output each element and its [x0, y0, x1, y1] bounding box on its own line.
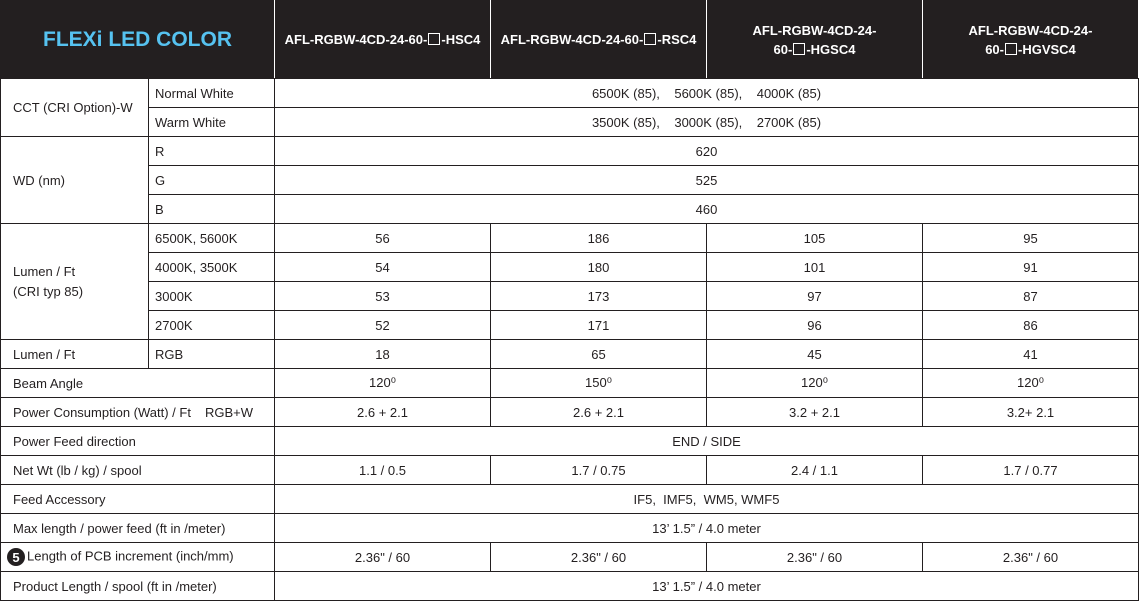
table-row: [1, 166, 1139, 195]
lumen-value: 96: [707, 311, 923, 340]
wd-sub-label: R: [149, 137, 275, 166]
lumen-rgb-value: 65: [491, 340, 707, 369]
power-consumption-label: Power Consumption (Watt) / Ft RGB+W: [1, 398, 275, 427]
wd-sub-label: B: [149, 195, 275, 224]
lumen-value: 86: [923, 311, 1139, 340]
product-length-label: Product Length / spool (ft in /meter): [1, 572, 275, 601]
table-row: [1, 456, 1139, 485]
table-row: [1, 108, 1139, 137]
table-row: [1, 340, 1139, 369]
cct-value: 3500K (85), 3000K (85), 2700K (85): [275, 108, 1139, 137]
model-header-2: AFL-RGBW-4CD-24-60- -RSC4: [491, 1, 707, 79]
feed-accessory-label: Feed Accessory: [1, 485, 275, 514]
cct-label: CCT (CRI Option)-W: [1, 79, 149, 137]
empty-square-icon: [793, 43, 805, 55]
table-row: [1, 543, 1139, 572]
lumen-value: 97: [707, 282, 923, 311]
table-row: [1, 224, 1139, 253]
empty-square-icon: [644, 33, 656, 45]
wd-value: 525: [275, 166, 1139, 195]
power-consumption-value: 3.2 + 2.1: [707, 398, 923, 427]
net-weight-value: 1.1 / 0.5: [275, 456, 491, 485]
table-row: [1, 137, 1139, 166]
table-row: [1, 427, 1139, 456]
lumen-sub-label: 2700K: [149, 311, 275, 340]
table-row: [1, 311, 1139, 340]
lumen-value: 87: [923, 282, 1139, 311]
lumen-rgb-value: 18: [275, 340, 491, 369]
lumen-sub-label: 3000K: [149, 282, 275, 311]
table-row: [1, 485, 1139, 514]
table-row: [1, 572, 1139, 601]
empty-square-icon: [1005, 43, 1017, 55]
lumen-value: 95: [923, 224, 1139, 253]
model-header-4: AFL-RGBW-4CD-24- 60- -HGVSC4: [923, 1, 1139, 79]
wd-value: 460: [275, 195, 1139, 224]
power-consumption-value: 2.6 + 2.1: [491, 398, 707, 427]
model-header-3: AFL-RGBW-4CD-24- 60- -HGSC4: [707, 1, 923, 79]
table-row: [1, 369, 1139, 398]
lumen-sub-label: 6500K, 5600K: [149, 224, 275, 253]
lumen-rgb-value: 41: [923, 340, 1139, 369]
beam-angle-value: 120⁰: [923, 369, 1139, 398]
lumen-rgb-label: Lumen / Ft: [1, 340, 149, 369]
table-row: [1, 195, 1139, 224]
lumen-value: 91: [923, 253, 1139, 282]
net-weight-value: 1.7 / 0.75: [491, 456, 707, 485]
lumen-value: 53: [275, 282, 491, 311]
lumen-label: Lumen / Ft (CRI typ 85): [1, 224, 149, 340]
table-row: [1, 282, 1139, 311]
cct-sub-label: Warm White: [149, 108, 275, 137]
number-5-badge-icon: 5: [7, 548, 25, 566]
pcb-increment-label: 5 Length of PCB increment (inch/mm): [1, 543, 275, 572]
cct-value: 6500K (85), 5600K (85), 4000K (85): [275, 79, 1139, 108]
feed-direction-value: END / SIDE: [275, 427, 1139, 456]
wd-label: WD (nm): [1, 137, 149, 224]
lumen-value: 56: [275, 224, 491, 253]
max-length-value: 13’ 1.5” / 4.0 meter: [275, 514, 1139, 543]
lumen-rgb-value: 45: [707, 340, 923, 369]
model-header-1: AFL-RGBW-4CD-24-60- -HSC4: [275, 1, 491, 79]
lumen-value: 105: [707, 224, 923, 253]
pcb-increment-value: 2.36" / 60: [707, 543, 923, 572]
power-consumption-value: 2.6 + 2.1: [275, 398, 491, 427]
lumen-value: 52: [275, 311, 491, 340]
power-consumption-value: 3.2+ 2.1: [923, 398, 1139, 427]
lumen-rgb-sub-label: RGB: [149, 340, 275, 369]
beam-angle-value: 120⁰: [275, 369, 491, 398]
lumen-value: 186: [491, 224, 707, 253]
beam-angle-label: Beam Angle: [1, 369, 275, 398]
net-weight-value: 2.4 / 1.1: [707, 456, 923, 485]
table-row: [1, 398, 1139, 427]
table-row: [1, 514, 1139, 543]
feed-direction-label: Power Feed direction: [1, 427, 275, 456]
wd-sub-label: G: [149, 166, 275, 195]
table-row: [1, 79, 1139, 108]
table-row: [1, 253, 1139, 282]
lumen-value: 180: [491, 253, 707, 282]
header-row: [1, 1, 1139, 79]
lumen-value: 173: [491, 282, 707, 311]
beam-angle-value: 120⁰: [707, 369, 923, 398]
product-length-value: 13’ 1.5” / 4.0 meter: [275, 572, 1139, 601]
beam-angle-value: 150⁰: [491, 369, 707, 398]
cct-sub-label: Normal White: [149, 79, 275, 108]
max-length-label: Max length / power feed (ft in /meter): [1, 514, 275, 543]
net-weight-value: 1.7 / 0.77: [923, 456, 1139, 485]
empty-square-icon: [428, 33, 440, 45]
lumen-value: 101: [707, 253, 923, 282]
pcb-increment-value: 2.36" / 60: [275, 543, 491, 572]
lumen-sub-label: 4000K, 3500K: [149, 253, 275, 282]
pcb-increment-value: 2.36" / 60: [491, 543, 707, 572]
brand-title: FLEXi LED COLOR: [1, 1, 275, 79]
net-weight-label: Net Wt (lb / kg) / spool: [1, 456, 275, 485]
lumen-value: 54: [275, 253, 491, 282]
wd-value: 620: [275, 137, 1139, 166]
feed-accessory-value: IF5, IMF5, WM5, WMF5: [275, 485, 1139, 514]
pcb-increment-value: 2.36" / 60: [923, 543, 1139, 572]
lumen-value: 171: [491, 311, 707, 340]
